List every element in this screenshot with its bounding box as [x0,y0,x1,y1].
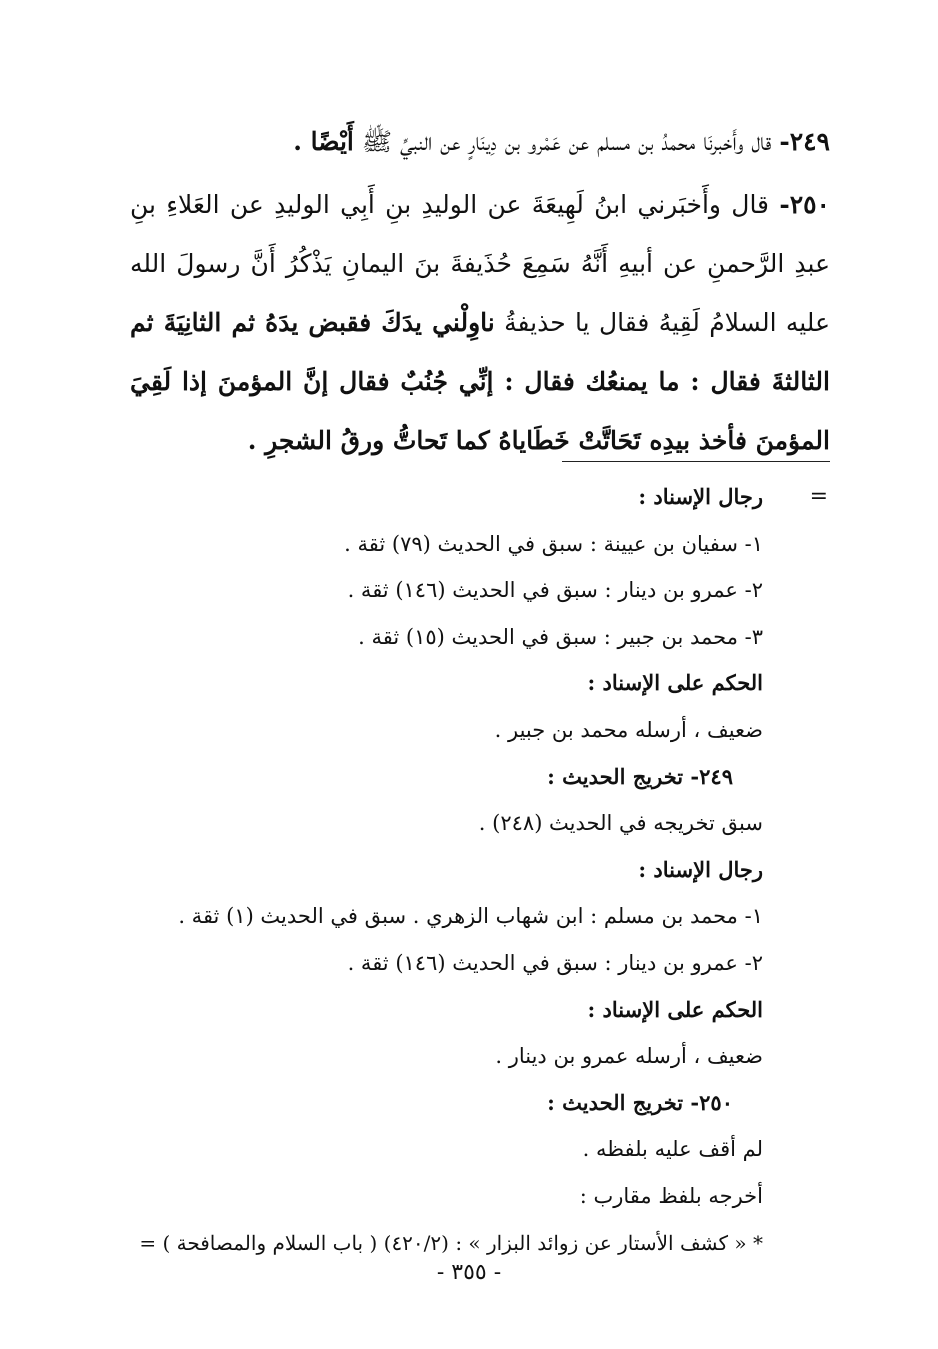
page-number: - ٣٥٥ - [436,1260,502,1285]
footnote-heading: ٢٤٩- تخريج الحديث : [547,763,733,789]
footnote-line: أخرجه بلفظ مقارب : [579,1183,763,1208]
hadith-250 [130,175,830,470]
footnote-line: سبق تخريجه في الحديث (٢٤٨) . [478,811,763,836]
footnote-line: ٢- عمرو بن دينار : سبق في الحديث (١٤٦) ثقة . [347,578,763,603]
footnote-heading: رجال الإسناد : [638,856,763,882]
footnotes [123,474,763,1266]
footnote-divider [562,461,830,462]
hadith-number-250: ٢٥٠- [779,190,830,219]
footnote-heading: ٢٥٠- تخريج الحديث : [547,1089,733,1115]
main-text [130,112,830,470]
footnote-line: لم أقف عليه بلفظه . [582,1137,763,1162]
footnote-line: ١- سفيان بن عيينة : سبق في الحديث (٧٩) ثقة . [344,531,763,556]
footnote-line: ٣- محمد بن جبير : سبق في الحديث (١٥) ثقة . [358,624,763,649]
hadith-number-249: ٢٤٩- [779,127,830,156]
hadith-250-bold-text: ناوِلْني يدَكَ فقبض يدَهُ ثم الثانِيَةَ ثم الثالثةَ فقال : ما يمنعُك فقال : إنِّي جُنُبٌ فقال إنَّ المؤمنَ إذا لَقِيَ المؤمنَ فأخذ بيدِه تَحَاتَّتْ خَطَاياهُ كما تَحاتُّ ورقُ الشجرِ . [130,308,830,455]
footnote-heading: الحكم على الإسناد : [587,670,763,696]
hadith-250-text: قال وأَخبَرني ابنُ لَهِيعَةَ عن الوليدِ بنِ أَبِي الوليدِ عن العَلاءِ بنِ عبدِ الرَّحمنِ عن أبيهِ أَنَّهُ سَمِعَ حُذَيفةَ بنَ اليمانِ يَذْكُرُ أَنَّ رسولَ الله عليه السلامُ لَقِيهُ فقال يا حذيفةُ [130,190,831,337]
footnote-heading: الحكم على الإسناد : [587,996,763,1022]
footnote-heading: رجال الإسناد : [638,484,763,509]
footnote-line: * « كشف الأستار عن زوائد البزار » : (٤٢٠/٢) ( باب السلام والمصافحة ) = [139,1230,763,1255]
footnote-line: ضعيف ، أرسله عمرو بن دينار . [495,1044,763,1069]
hadith-249-text: قال وأَخبرنَا محمدُ بن مسلم عن عَمْرو بن دِينَارٍ عن النبيِّ ﷺ [361,127,772,156]
continuation-mark: = [809,484,828,509]
footnote-line: ١- محمد بن مسلم : ابن شهاب الزهري . سبق في الحديث (١) ثقة . [178,904,763,929]
footnote-line: ٢- عمرو بن دينار : سبق في الحديث (١٤٦) ثقة . [347,950,763,975]
hadith-249 [130,112,830,171]
hadith-249-end: أَيْضًا . [293,127,354,156]
footnote-line: ضعيف ، أرسله محمد بن جبير . [494,717,763,742]
